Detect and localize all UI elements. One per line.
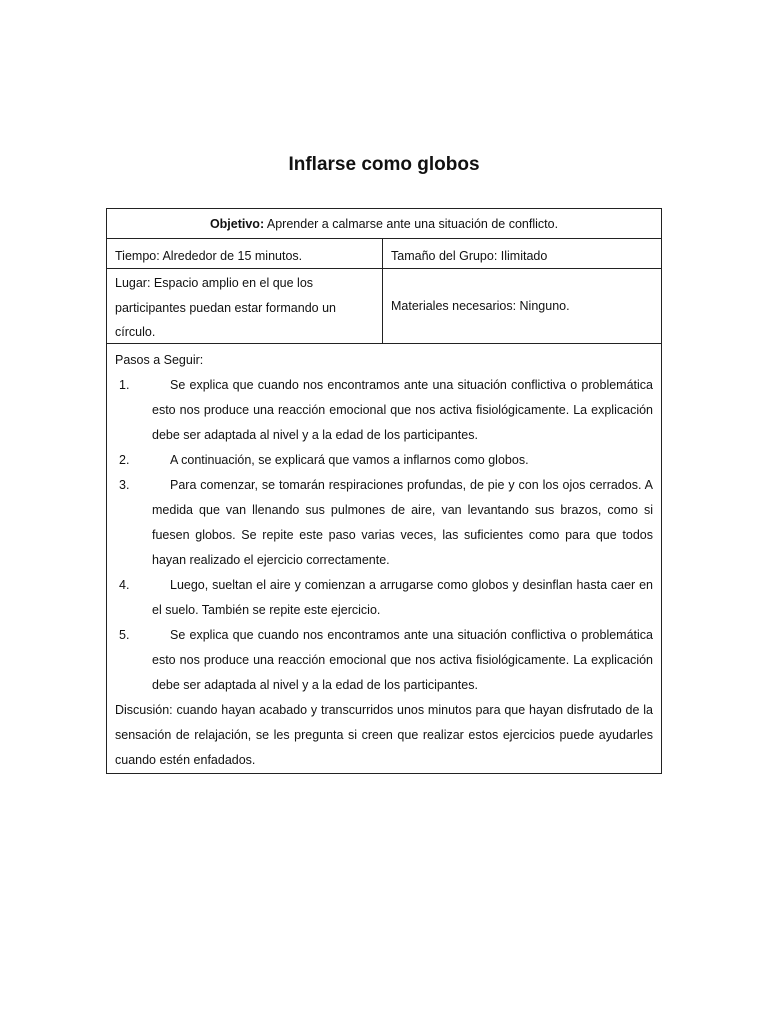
step-text: Se explica que cuando nos encontramos ante una situación conflictiva o problemática esto nos produce una reacción emocional que nos activa fisiológicamente. La explicación debe ser adaptada al nivel y a la edad de los participantes. [152, 378, 653, 442]
list-item [115, 473, 653, 573]
step-number: 1. [119, 378, 130, 392]
step-number: 3. [119, 478, 130, 492]
activity-table [106, 208, 662, 774]
list-item [115, 448, 653, 473]
discussion-text: Discusión: cuando hayan acabado y transcurridos unos minutos para que hayan disfrutado de la sensación de relajación, se les pregunta si creen que realizar estos ejercicios puede ayudarles cuando estén enfadados. [115, 703, 653, 767]
list-item [115, 573, 653, 623]
step-text: Luego, sueltan el aire y comienzan a arrugarse como globos y desinflan hasta caer en el suelo. También se repite este ejercicio. [152, 578, 653, 617]
step-number: 2. [119, 453, 130, 467]
objective-text: Aprender a calmarse ante una situación de conflicto. [264, 217, 559, 231]
steps-list [115, 373, 653, 698]
step-text: Para comenzar, se tomarán respiraciones profundas, de pie y con los ojos cerrados. A medida que van llenando sus pulmones de aire, van levantando sus brazos, como si fuesen globos. Se repite este paso varias veces, las suficientes como para que todos hayan realizado el ejercicio correctamente. [152, 478, 653, 567]
step-number: 4. [119, 578, 130, 592]
group-size-cell: Tamaño del Grupo: Ilimitado [391, 249, 548, 263]
place-materials-row [107, 269, 661, 344]
step-number: 5. [119, 628, 130, 642]
step-text: Se explica que cuando nos encontramos ante una situación conflictiva o problemática esto nos produce una reacción emocional que nos activa fisiológicamente. La explicación debe ser adaptada al nivel y a la edad de los participantes. [152, 628, 653, 692]
objective-row [107, 209, 661, 239]
time-group-row [107, 239, 661, 269]
steps-heading: Pasos a Seguir: [115, 353, 204, 367]
place-cell: Lugar: Espacio amplio en el que los participantes puedan estar formando un círculo. [107, 269, 383, 343]
materials-text: Materiales necesarios: Ninguno. [391, 298, 570, 313]
steps-section [107, 344, 661, 773]
list-item [115, 373, 653, 448]
objective-label: Objetivo: [209, 217, 265, 231]
list-item [115, 623, 653, 698]
step-text: A continuación, se explicará que vamos a inflarnos como globos. [170, 453, 529, 467]
document-title: Inflarse como globos [288, 154, 480, 175]
time-cell: Tiempo: Alrededor de 15 minutos. [107, 239, 383, 268]
materials-cell [383, 269, 661, 343]
